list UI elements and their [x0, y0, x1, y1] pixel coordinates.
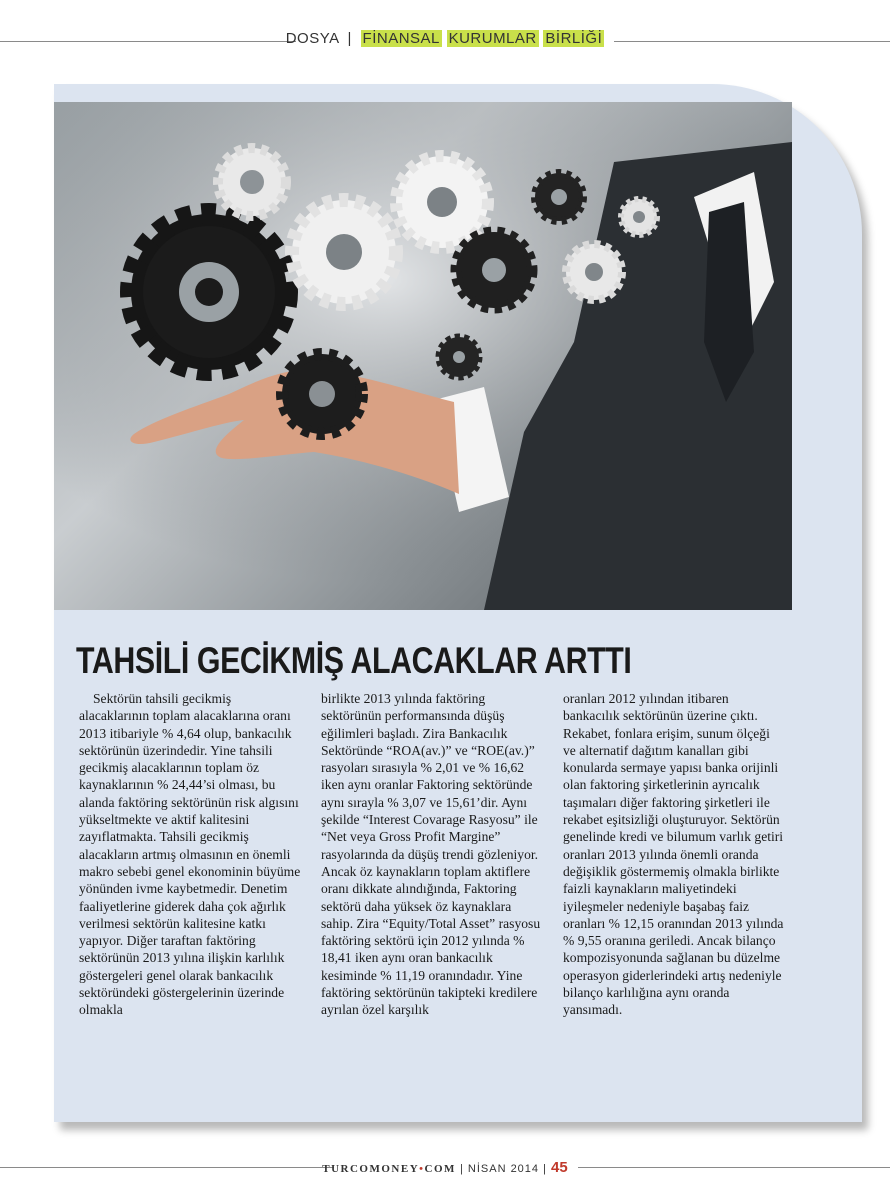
header-topic-word-3: BİRLİĞİ [545, 30, 603, 47]
article-column-1 [79, 690, 301, 1019]
header-topic-word-2: KURUMLAR [448, 30, 537, 47]
footer-separator-1: | [459, 1163, 464, 1175]
gears-illustration [54, 102, 792, 610]
gear-silver-top [218, 148, 286, 216]
column-2-text: birlikte 2013 yılında faktöring sektörünün performansında düşüş eğilimleri başladı. Zira Bankacılık Sektöründe “ROA(av.)” ve “ROE(av.)” rasyoları sırasıyla % 2,01 ve % 16,62 iken aynı oranlar Faktoring sektöründe aynı sırayla % 3,07 ve 15,61’dir. Aynı şekilde “Interest Covarage Rasyosu” ile “Net veya Gross Profit Margine” rasyolarında da düşüş trendi gözleniyor. Ancak öz kaynakların toplam aktiflere oranı dikkate alındığında, Faktoring sektörü daha yüksek öz kaynaklara sahip. Zira “Equity/Total Asset” rasyosu faktöring sektörü için 2012 yılında % 18,41 iken aynı oran bankacılık kesiminde % 11,19 oranındadır. Yine faktöring sektörünün takipteki kredilere ayrılan özel karşılık [321, 691, 541, 1018]
footer-separator-2: | [543, 1163, 547, 1175]
footer-issue: NİSAN 2014 [467, 1163, 540, 1175]
gear-silver-center [292, 200, 396, 304]
gear-dark-right [456, 232, 532, 308]
running-footer [0, 1159, 890, 1176]
article-column-2 [321, 690, 543, 1019]
gear-tiny-dark [439, 337, 479, 377]
header-separator: | [347, 30, 352, 47]
footer-brand [322, 1163, 456, 1175]
footer-brand-left: TURCOMONEY [322, 1163, 420, 1175]
article-title: TAHSİLİ GECİKMİŞ ALACAKLAR ARTTI [76, 640, 632, 681]
footer-brand-dot: • [419, 1163, 425, 1175]
gear-dark-mid [282, 354, 362, 434]
header-topic-word-1: FİNANSAL [362, 30, 440, 47]
column-1-text: Sektörün tahsili gecikmiş alacaklarının toplam alacaklarına oranı 2013 itibariyle % 4,64 olup, bankacılık sektörünün üzerindedir. Yine tahsili gecikmiş alacaklarının toplam öz kaynaklarının % 24,44’si olması, bu alanda faktöring sektörünün risk algısını yükseltmekte ve aktif kalitesini zayıflatmakta. Tahsili gecikmiş alacakların artmış olmasının en önemli makro sebebi genel ekonominin büyüme yönünden ivme kaybetmedir. Denetim faaliyetlerine giderek daha çok ağırlık verilmesi sektörün kalitesine katkı yapıyor. Diğer taraftan faktöring sektörünün 2013 yılına ilişkin karlılık göstergeleri genel olarak bankacılık sektöründeki göstergelerinin üzerinde olmakla [79, 691, 301, 1018]
footer-brand-right: COM [424, 1163, 456, 1175]
article-column-3 [563, 690, 785, 1019]
running-header [0, 30, 890, 47]
header-section: DOSYA [285, 30, 339, 47]
gears-photo [54, 102, 792, 610]
page-number: 45 [551, 1159, 568, 1176]
gear-large-dark [131, 214, 287, 370]
gear-small-dark [535, 173, 583, 221]
column-3-text: oranları 2012 yılından itibaren bankacılık sektörünün üzerine çıktı. Rekabet, fonlara erişim, sunum ölçeği ve alternatif dağıtım kanalları gibi konularda sermaye yapısı banka orijinli olan faktoring şirketlerinin ayrıcalık taşımaları diğer faktoring şirketleri ile rekabet eşitsizliği oluşturuyor. Sektörün genelinde kredi ve bilumum varlık getiri oranları 2013 yılında önemli oranda değişiklik göstermemiş olmakla birlikte faizli kaynakların maliyetindeki iyileşmeler nedeniyle başabaş faiz oranları % 12,15 oranından 2013 yılında % 9,55 oranına geriledi. Ancak bilanço kompozisyonunda sağlanan bu düzelme operasyon giderlerindeki artış nedeniyle bilanço karlılığına aynı oranda yansımadı. [563, 691, 784, 1018]
gear-small-silver [566, 244, 622, 300]
gear-tiny-silver [621, 199, 657, 235]
